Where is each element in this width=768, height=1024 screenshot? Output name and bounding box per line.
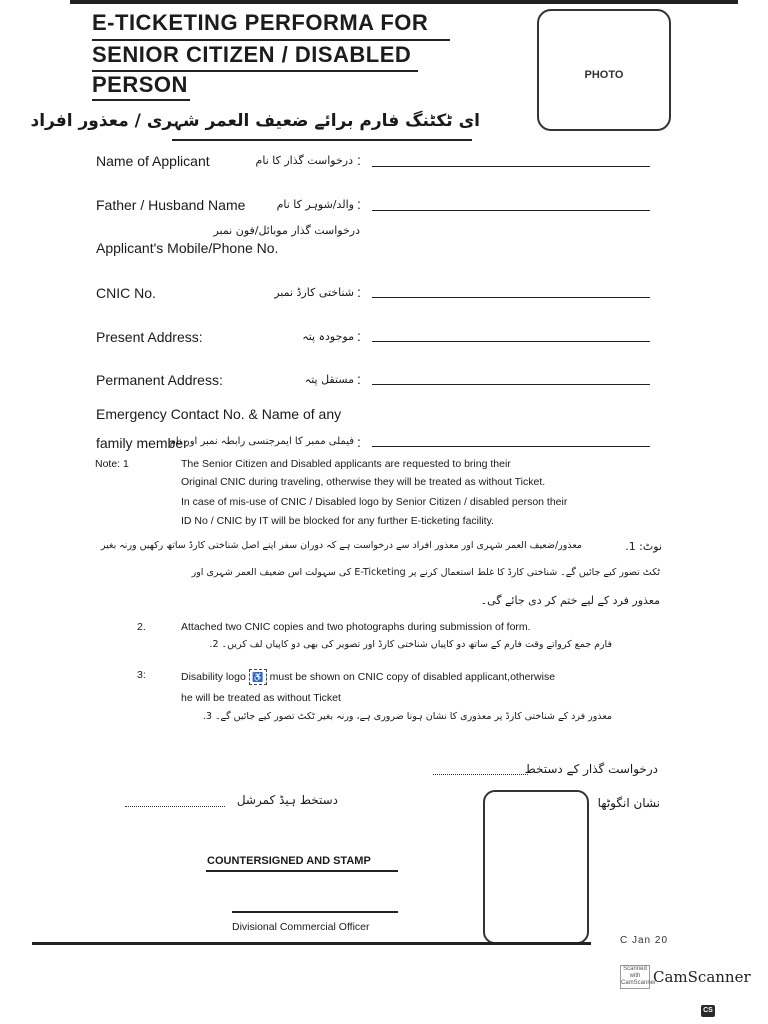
field-label-permanent-address: Permanent Address: [96,372,223,388]
form-title-line-3: PERSON [92,72,188,97]
note-1-label: Note: 1 [95,458,129,470]
camscanner-logo: Scanned with CamScanner [620,965,650,989]
field-colon: : [357,434,361,450]
note-2-number: 2. [137,621,146,633]
permanent-address-input[interactable] [372,384,650,385]
field-label-cnic: CNIC No. [96,285,156,301]
title-underline-3 [92,99,190,101]
disability-logo-icon: ♿ [249,669,267,685]
note-1-line-2: Original CNIC during traveling, otherwise they will be treated as without Ticket. [181,476,546,488]
camscanner-badge-icon: CS [701,1005,715,1017]
field-colon: : [357,328,361,344]
bottom-border-rule [32,942,591,945]
note-2-urdu: فارم جمع کرواتے وقت فارم کے ساتھ دو کاپیاں شناختی کارڈ اور تصویر کی بھی دو کاپیاں لف کریں۔ 2. [209,639,612,650]
note-1-urdu-line-3: معذور فرد کے لیے ختم کر دی جائے گی۔ [480,594,660,607]
title-underline-1 [92,39,450,41]
field-urdu-mobile: درخواست گذار موبائل/فون نمبر [213,224,360,237]
photo-label: PHOTO [584,69,624,81]
note-1-line-4: ID No / CNIC by IT will be blocked for any further E-ticketing facility. [181,515,494,527]
note-1-urdu-line-2: ٹکٹ تصور کیے جائیں گے۔ شناختی کارڈ کا غلط استعمال کرنے پر E-Ticketing کی سہولت اس ضعیف العمر شہری اور [191,567,660,578]
field-colon: : [357,284,361,300]
countersigned-label: COUNTERSIGNED AND STAMP [207,855,371,867]
urdu-form-title: ای ٹکٹنگ فارم برائے ضعیف العمر شہری / معذور افراد [30,111,480,131]
camscanner-brand: CamScanner [653,968,751,986]
date-fragment: C Jan 20 [620,935,669,946]
present-address-input[interactable] [372,341,650,342]
note-1-line-3: In case of mis-use of CNIC / Disabled logo by Senior Citizen / disabled person their [181,496,568,508]
note-3-text-b: must be shown on CNIC copy of disabled applicant,otherwise [269,670,556,683]
field-urdu-father-husband: والد/شوہر کا نام [276,198,354,211]
field-label-mobile: Applicant's Mobile/Phone No. [96,240,279,256]
emergency-contact-input[interactable] [372,446,650,447]
top-border-rule [70,0,738,4]
name-of-applicant-input[interactable] [372,166,650,167]
note-3-line-2: he will be treated as without Ticket [181,692,341,704]
field-colon: : [357,152,361,168]
urdu-title-underline [172,139,472,141]
form-title-line-1: E-TICKETING PERFORMA FOR [92,10,429,35]
applicant-signature-label: درخواست گذار کے دستخط [524,762,658,776]
head-commercial-signature-line[interactable] [125,806,225,807]
head-commercial-signature-label: دستخط ہیڈ کمرشل [236,793,338,807]
father-husband-name-input[interactable] [372,210,650,211]
form-title-line-2: SENIOR CITIZEN / DISABLED [92,42,412,67]
thumb-impression-box[interactable] [483,790,589,944]
field-urdu-emergency-contact: فیملی ممبر کا ایمرجنسی رابطہ نمبر اور نام [169,436,354,447]
field-label-emergency-contact: Emergency Contact No. & Name of any [96,406,342,422]
note-1-line-1: The Senior Citizen and Disabled applicants are requested to bring their [181,458,511,470]
field-colon: : [357,196,361,212]
field-colon: : [357,371,361,387]
cnic-no-input[interactable] [372,297,650,298]
field-label-father-husband: Father / Husband Name [96,197,246,213]
field-label-name: Name of Applicant [96,153,210,169]
field-urdu-name: درخواست گذار کا نام [255,154,353,167]
field-urdu-permanent-address: مستقل پتہ [304,373,354,386]
note-1-urdu-label: نوٹ: 1. [625,540,662,553]
field-label-family-member: family member [96,435,188,451]
countersigned-underline [206,870,398,872]
applicant-signature-line[interactable] [433,774,528,775]
note-3-urdu: معذور فرد کے شناختی کارڈ پر معذوری کا نشان ہونا ضروری ہے، ورنہ بغیر ٹکٹ تصور کیے جائیں گے۔ 3. [202,711,612,722]
note-3-number: 3: [137,669,146,681]
field-label-present-address: Present Address: [96,329,203,345]
note-1-urdu-line-1: معذور/ضعیف العمر شہری اور معذور افراد سے درخواست ہے کہ دوران سفر اپنے اصل شناختی کارڈ ساتھ رکھیں ورنہ بغیر [100,540,582,551]
officer-signature-line[interactable] [232,911,398,913]
officer-title: Divisional Commercial Officer [232,921,370,933]
field-urdu-present-address: موجودہ پتہ [302,330,354,343]
note-3-line-1 [181,669,555,685]
photo-box[interactable] [537,9,671,131]
thumb-impression-label: نشان انگوٹھا [597,796,660,810]
note-3-text-a: Disability logo [181,670,246,683]
note-2-text: Attached two CNIC copies and two photographs during submission of form. [181,621,531,633]
field-urdu-cnic: شناختی کارڈ نمبر [274,286,354,299]
